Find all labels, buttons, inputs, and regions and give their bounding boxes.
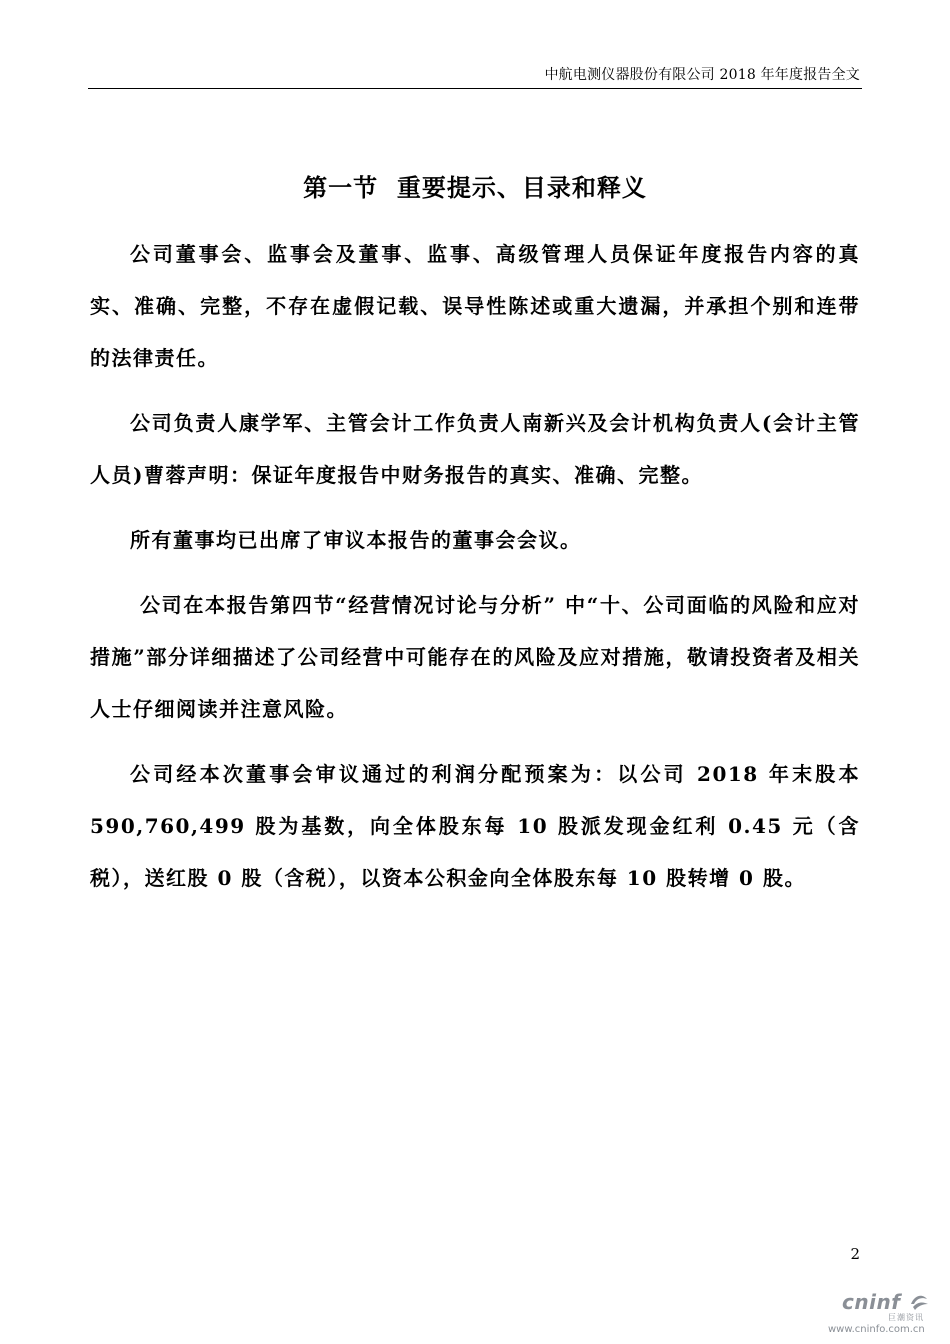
paragraph-attendance: 所有董事均已出席了审议本报告的董事会会议。 [130,528,582,552]
paragraph-risk-notice: 公司在本报告第四节“经营情况讨论与分析” 中“十、公司面临的风险和应对措施”部分详细描述了公司经营中可能存在的风险及应对措施，敬请投资者及相关人士仔细阅读并注意风险。 [90,593,860,721]
paragraph-officer-declaration: 公司负责人康学军、主管会计工作负责人南新兴及会计机构负责人(会计主管人员)曹蓉声明：保证年度报告中财务报告的真实、准确、完整。 [90,411,860,487]
running-header: 中航电测仪器股份有限公司 2018 年年度报告全文 [544,67,860,83]
watermark-logo-text: cninf [842,1290,901,1314]
section-title: 第一节 重要提示、目录和释义 [303,173,647,203]
watermark-name: 巨潮资讯 [888,1313,924,1322]
paragraph-board-guarantee: 公司董事会、监事会及董事、监事、高级管理人员保证年度报告内容的真实、准确、完整，不存在虚假记载、误导性陈述或重大遗漏，并承担个别和连带的法律责任。 [90,242,860,370]
paragraph-dividend-plan: 公司经本次董事会审议通过的利润分配预案为：以公司 2018 年末股本590,760,499 股为基数，向全体股东每 10 股派发现金红利 0.45 元（含税），送红股 0 股（含税），以资本公积金向全体股东每 10 股转增 0 股。 [90,762,860,890]
cninfo-watermark [828,1290,938,1338]
header-divider [88,88,862,89]
document-body [90,228,860,917]
watermark-url: www.cninfo.com.cn [828,1324,925,1335]
page-number: 2 [850,1245,860,1263]
watermark-swoosh-icon [908,1292,930,1312]
